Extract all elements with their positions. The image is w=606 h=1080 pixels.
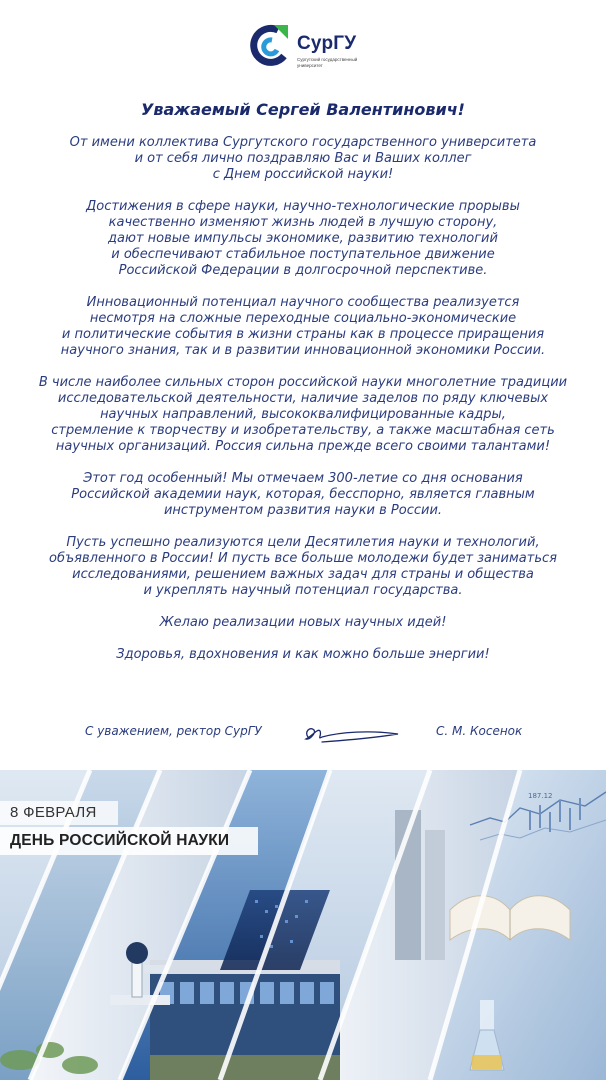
logo-name: СурГУ: [297, 33, 357, 54]
letter-line: исследовательской деятельности, наличие заделов по ряду ключевых: [57, 391, 549, 406]
letter-line: Этот год особенный! Мы отмечаем 300-летие со дня основания: [83, 471, 523, 486]
letter-line: Здоровья, вдохновения и как можно больше энергии!: [116, 647, 490, 662]
banner-title: [0, 827, 258, 855]
letter-paragraph: [0, 375, 606, 455]
letter-paragraph: [0, 615, 606, 631]
letter-line: и политические события в жизни страны как в процессе приращения: [61, 327, 545, 342]
letter-line: Желаю реализации новых научных идей!: [159, 615, 447, 630]
letter-paragraph: [0, 295, 606, 359]
letter-line: стремление к творчеству и изобретательству, а также масштабная сеть: [51, 423, 555, 438]
chart-label: 187.12: [528, 792, 553, 800]
letter-line: Инновационный потенциал научного сообщества реализуется: [86, 295, 520, 310]
logo-subtitle: Сургутский государственный университет: [297, 57, 358, 68]
letter-line: Пусть успешно реализуются цели Десятилетия науки и технологий,: [66, 535, 540, 550]
letter-line: с Днем российской науки!: [212, 167, 394, 182]
letter-line: исследованиями, решением важных задач для страны и общества: [72, 567, 534, 582]
letter-paragraph: [0, 135, 606, 183]
sign-rector: С уважением, ректор СурГУ: [85, 724, 262, 738]
letter-line: и от себя лично поздравляю Вас и Ваших коллег: [134, 151, 472, 166]
letter-paragraph: [0, 471, 606, 519]
letter-line: В числе наиболее сильных сторон российской науки многолетние традиции: [38, 375, 568, 390]
science-day-banner: [0, 770, 606, 1080]
sign-name: С. М. Косенок: [436, 724, 523, 738]
letter-line: и обеспечивают стабильное поступательное движение: [111, 247, 495, 262]
date-text: 8 ФЕВРАЛЯ: [10, 804, 97, 821]
letter-line: научных организаций. Россия сильна прежде всего своими талантами!: [55, 439, 551, 454]
letter-paragraph: [0, 647, 606, 663]
signature-block: [0, 722, 606, 746]
banner-title-text: ДЕНЬ РОССИЙСКОЙ НАУКИ: [10, 832, 230, 849]
letter-line: научного знания, так и в развитии инновационной экономики России.: [60, 343, 546, 358]
surgu-logo-icon: [248, 23, 294, 69]
letter-line: несмотря на сложные переходные социально-экономические: [89, 311, 517, 326]
logo: [248, 23, 368, 73]
letter-body: [0, 135, 606, 679]
greeting: Уважаемый Сергей Валентинович!: [141, 100, 465, 119]
letter-line: От имени коллектива Сургутского государственного университета: [69, 135, 537, 150]
letter-line: инструментом развития науки в России.: [163, 503, 443, 518]
date-label: [0, 801, 118, 825]
letter-line: дают новые импульсы экономике, развитию технологий: [108, 231, 498, 246]
letter-line: научных направлений, высококвалифицированные кадры,: [100, 407, 506, 422]
letter-line: Российской академии наук, которая, бесспорно, является главным: [71, 487, 535, 502]
letter-paragraph: [0, 535, 606, 599]
letter-line: качественно изменяют жизнь людей в лучшую сторону,: [108, 215, 498, 230]
letter-paragraph: [0, 199, 606, 279]
letter-line: Достижения в сфере науки, научно-технологические прорывы: [86, 199, 520, 214]
letter-line: и укреплять научный потенциал государства.: [143, 583, 463, 598]
letter-line: объявленного в России! И пусть все больше молодежи будет заниматься: [49, 551, 557, 566]
letter-line: Российской Федерации в долгосрочной перспективе.: [118, 263, 488, 278]
handwritten-signature-icon: [300, 722, 400, 746]
